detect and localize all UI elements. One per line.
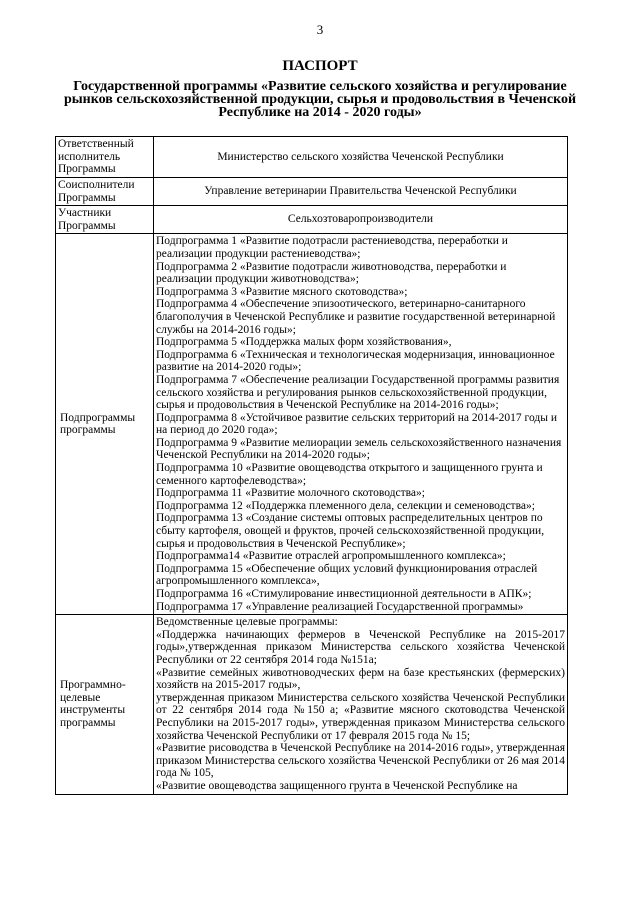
subprogram-item: Подпрограмма 1 «Развитие подотрасли растениеводства, переработки и реализации продукции растениеводства»;	[156, 235, 508, 260]
subprogram-item: Подпрограмма 17 «Управление реализацией Государственной программы»	[156, 600, 524, 613]
table-row-responsible	[56, 137, 568, 178]
row-label-responsible: Ответственный исполнитель Программы	[56, 137, 154, 178]
subprogram-item: Подпрограмма 7 «Обеспечение реализации Государственной программы развития сельского хозяйства и регулирования рынков сельскохозяйственной продукции, сырья и продовольствия в Чеченской Республике на 2014-2016 годы»;	[156, 373, 560, 412]
row-label-subprograms: Подпрограммы программы	[56, 234, 154, 615]
subprogram-item: Подпрограмма 16 «Стимулирование инвестиционной деятельности в АПК»;	[156, 588, 532, 600]
subprogram-item: Подпрограмма 11 «Развитие молочного скотоводства»;	[156, 487, 425, 500]
table-row-participants	[56, 206, 568, 234]
row-label-instruments: Программно-целевые инструменты программы	[56, 615, 154, 794]
table-row-instruments	[56, 615, 568, 794]
subprogram-item: Подпрограмма14 «Развитие отраслей агропромышленного комплекса»;	[156, 550, 506, 563]
subprogram-item: Подпрограмма 6 «Техническая и технологическая модернизация, инновационное развитие на 2014-2020 годы»;	[156, 348, 555, 374]
page-subtitle: Государственной программы «Развитие сельского хозяйства и регулирование рынков сельскохозяйственной продукции, сырья и продовольствия в Чеченской Республике на 2014 - 2020 годы»	[63, 79, 577, 120]
subprogram-item: Подпрограмма 12 «Поддержка племенного дела, селекции и семеноводства»;	[156, 499, 535, 512]
subprogram-item: Подпрограмма 13 «Создание системы оптовых распределительных центров по сбыту картофеля, овощей и фруктов, прочей сельскохозяйственной продукции, сырья и продовольствия в Чеченской Республике»;	[156, 512, 545, 550]
passport-table	[55, 136, 568, 795]
row-value-subprograms	[154, 234, 568, 615]
subprogram-item: Подпрограмма 15 «Обеспечение общих условий функционирования отраслей агропромышленного комплекса»,	[156, 562, 538, 588]
subprogram-item: Подпрограмма 3 «Развитие мясного скотоводства»;	[156, 285, 408, 298]
page-title: ПАСПОРТ	[282, 58, 358, 74]
table-row-coexecutors	[56, 178, 568, 206]
subprogram-item: Подпрограмма 4 «Обеспечение эпизоотического, ветеринарно-санитарного благополучия в Чеченской Республике и развитие государственной ветеринарной службы на 2014-2016 годы»;	[156, 298, 556, 336]
row-value-instruments	[154, 615, 568, 794]
instrument-paragraph: «Развитие овощеводства защищенного грунта в Чеченской Республике на	[156, 779, 518, 792]
instrument-paragraph: «Поддержка начинающих фермеров в Чеченской Республике на 2015-2017 годы»,утвержденная приказом Министерства сельского хозяйства Чеченской Республики от 22 сентября 2014 года №151а;	[156, 628, 565, 666]
row-value-participants: Сельхозтоваропроизводители	[154, 206, 568, 234]
table-row-subprograms	[56, 234, 568, 615]
subprogram-item: Подпрограмма 2 «Развитие подотрасли животноводства, переработки и реализации продукции животноводства»;	[156, 260, 507, 286]
row-label-coexecutors: Соисполнители Программы	[56, 178, 154, 206]
instrument-paragraph: «Развитие рисоводства в Чеченской Республике на 2014-2016 годы», утвержденная приказом Министерства сельского хозяйства Чеченской Республики от 26 мая 2014 года № 105,	[156, 742, 565, 780]
row-value-responsible: Министерство сельского хозяйства Чеченской Республики	[154, 137, 568, 178]
row-label-participants: Участники Программы	[56, 206, 154, 234]
subprogram-item: Подпрограмма 10 «Развитие овощеводства открытого и защищенного грунта и семенного картофелеводства»;	[156, 462, 543, 487]
subprogram-item: Подпрограмма 5 «Поддержка малых форм хозяйствования»,	[156, 336, 452, 349]
instrument-paragraph: «Развитие семейных животноводческих ферм на базе крестьянских (фермерских) хозяйств на 2015-2017 годы»,	[156, 666, 565, 692]
subprogram-item: Подпрограмма 8 «Устойчивое развитие сельских территорий на 2014-2017 годы и на период до 2020 года»;	[156, 411, 558, 437]
subprogram-item: Подпрограмма 9 «Развитие мелиорации земель сельскохозяйственного назначения Чеченской Республики на 2014-2020 годы»;	[156, 436, 562, 462]
instrument-paragraph: утвержденная приказом Министерства сельского хозяйства Чеченской Республики от 22 сентября 2014 года №150 а; «Развитие мясного скотоводства Чеченской Республики на 2015-2017 годы», утвержденная приказом Министерства сельского хозяйства Чеченской Республики от 17 февраля 2015 года № 15;	[156, 691, 565, 742]
instrument-paragraph: Ведомственные целевые программы:	[156, 616, 338, 629]
row-value-coexecutors: Управление ветеринарии Правительства Чеченской Республики	[154, 178, 568, 206]
page-number: 3	[316, 22, 324, 37]
